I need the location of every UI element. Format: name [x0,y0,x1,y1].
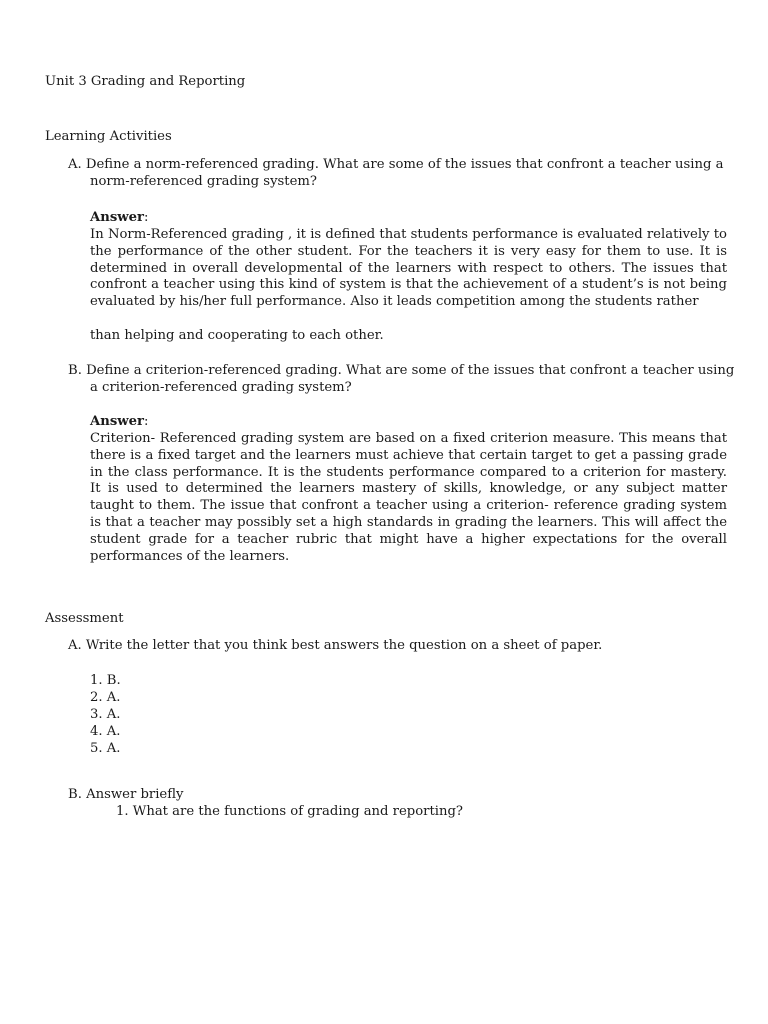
answer-item-1: 1. B. [90,673,121,688]
assessment-heading: Assessment [45,611,124,626]
question-b: B. Define a criterion-referenced grading. What are some of the issues that confront a teacher using a criterion-referenced grading system? [68,363,735,395]
assessment-part-a: A. Write the letter that you think best answers the question on a sheet of paper. [68,638,603,653]
answer-item-5: 5. A. [90,741,121,756]
answer-a-label-line [90,210,148,227]
question-a: A. Define a norm-referenced grading. What are some of the issues that confront a teacher using a norm-referenced grading system? [68,157,724,189]
answer-item-4: 4. A. [90,724,121,739]
unit-title: Unit 3 Grading and Reporting [45,74,246,89]
learning-activities-heading: Learning Activities [45,129,172,144]
answer-b-label: Answer [90,414,144,429]
answer-item-2: 2. A. [90,690,121,705]
assessment-part-b-question: 1. What are the functions of grading and reporting? [116,804,464,819]
answer-b-label-line [90,414,148,431]
answer-item-3: 3. A. [90,707,121,722]
answer-a-label: Answer [90,210,144,225]
answer-a-last-line: than helping and cooperating to each other. [90,328,384,343]
answer-a-text: In Norm-Referenced grading , it is defined that students performance is evaluated relatively to the performance of the other student. For the teachers it is very easy for them to use. It is determined in overall developmental of the learners with respect to others. The issues that confront a teacher using this kind of system is that the achievement of a student’s is not being evaluated by his/her full performance. Also it leads competition among the students rather [90,227,727,310]
answer-a-colon: : [143,210,149,225]
answer-b-colon: : [143,414,149,429]
answer-b-text: Criterion- Referenced grading system are based on a fixed criterion measure. This means that there is a fixed target and the learners must achieve that certain target to get a passing grade in the class performance. It is the students performance compared to a criterion for mastery. It is used to determined the learners mastery of skills, knowledge, or any subject matter taught to them. The issue that confront a teacher using a criterion- reference grading system is that a teacher may possibly set a high standards in grading the learners. This will affect the student grade for a teacher rubric that might have a higher expectations for the overall performances of the learners. [90,431,727,564]
assessment-part-b: B. Answer briefly [68,787,184,802]
